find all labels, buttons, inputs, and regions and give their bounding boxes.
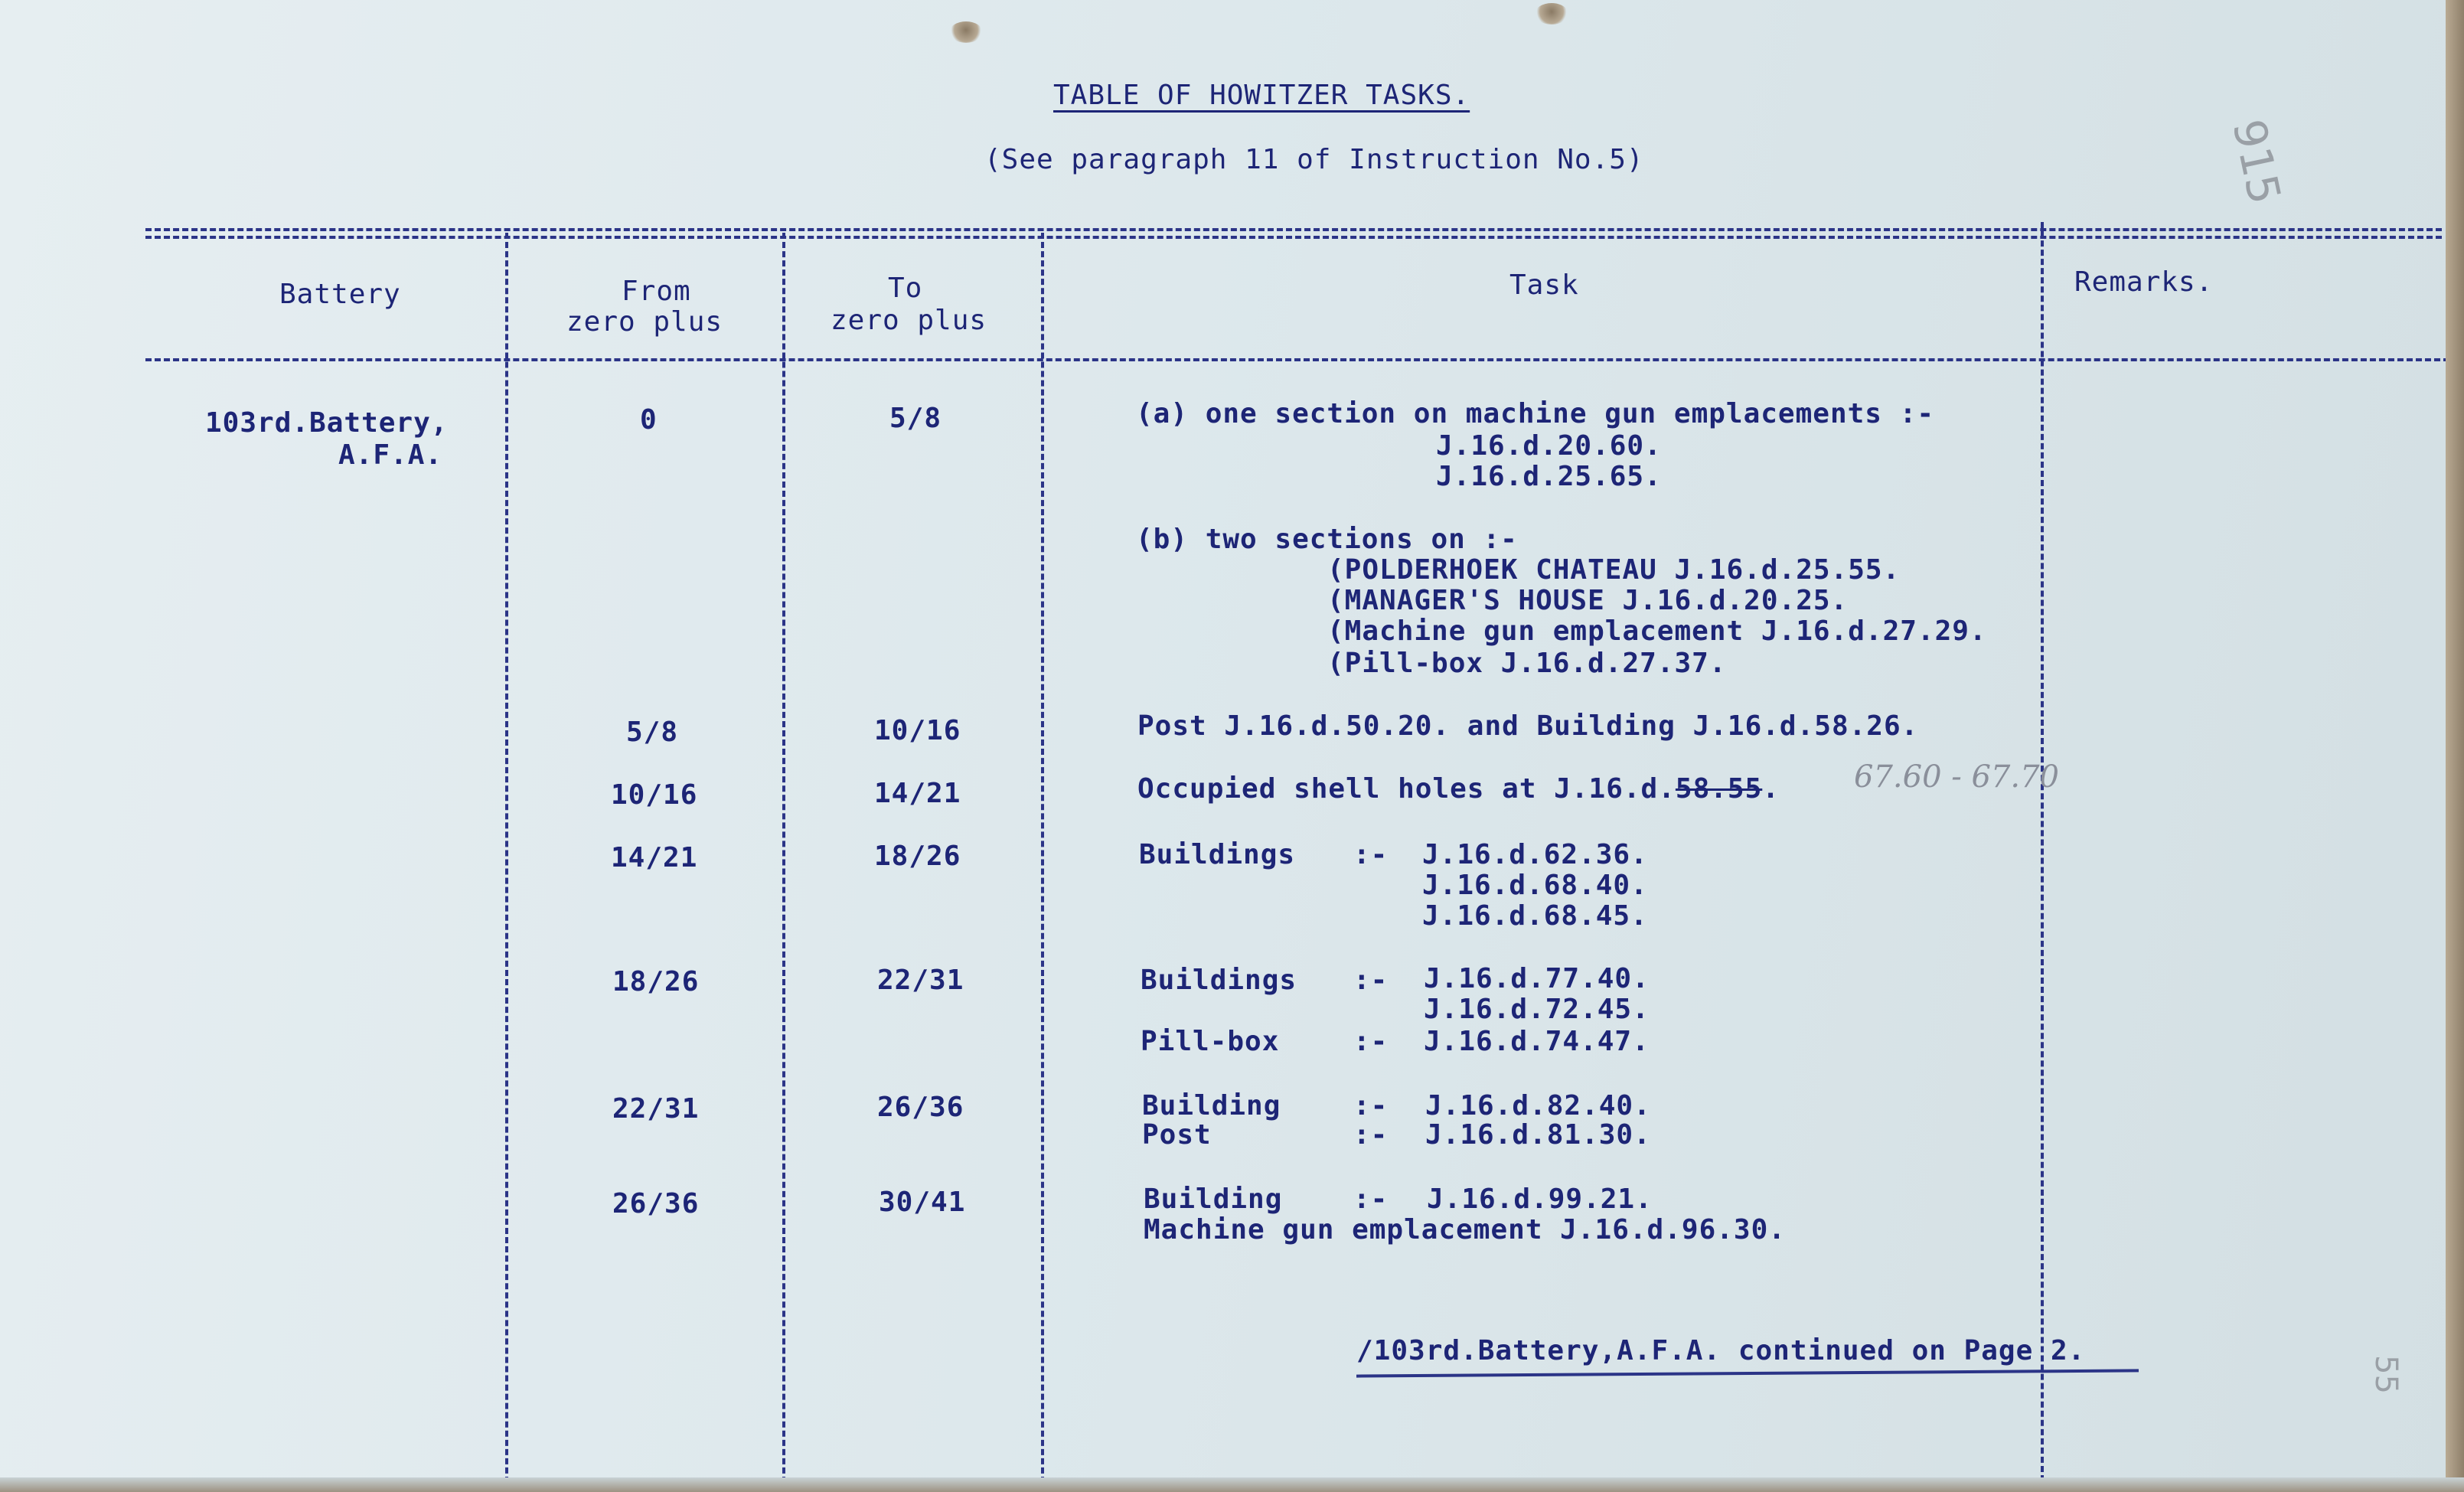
- struck-reference: 58.55: [1675, 773, 1763, 805]
- task-text: Occupied shell holes at J.16.d.: [1137, 773, 1676, 805]
- punch-hole: [1535, 3, 1568, 24]
- row-separator: :-: [1353, 965, 1389, 996]
- header-bottom-rule: [145, 358, 2449, 361]
- battery-name: 103rd.Battery,: [205, 407, 449, 439]
- row-to: 26/36: [877, 1092, 964, 1123]
- row-ref: J.16.d.81.30.: [1425, 1119, 1651, 1151]
- row-from: 14/21: [611, 842, 698, 873]
- row-from: 26/36: [612, 1188, 700, 1219]
- task-b-ref: (POLDERHOEK CHATEAU J.16.d.25.55.: [1327, 554, 1901, 586]
- row-from: 22/31: [612, 1093, 700, 1125]
- row-ref: J.16.d.72.45.: [1424, 994, 1650, 1025]
- row-to: 22/31: [877, 965, 964, 996]
- row-separator: :-: [1353, 1026, 1389, 1057]
- header-to-line1: To: [888, 273, 923, 304]
- row-label: Building: [1144, 1183, 1283, 1215]
- document-subtitle: (See paragraph 11 of Instruction No.5): [984, 144, 1644, 175]
- row-separator: :-: [1353, 839, 1389, 870]
- row-label: Buildings: [1139, 839, 1296, 870]
- row-separator: :-: [1353, 1119, 1389, 1151]
- column-divider: [1041, 233, 1044, 1492]
- page-edge: [2446, 0, 2464, 1492]
- header-from-line1: From: [622, 276, 691, 307]
- row-label: Post: [1142, 1119, 1212, 1151]
- row-ref: J.16.d.82.40.: [1425, 1090, 1651, 1121]
- column-divider: [505, 233, 508, 1492]
- row-ref: J.16.d.68.40.: [1422, 870, 1648, 901]
- row-to: 10/16: [874, 715, 961, 746]
- row-ref: J.16.d.99.21.: [1427, 1183, 1653, 1215]
- task-a-ref: J.16.d.25.65.: [1436, 461, 1662, 492]
- row-task: [1137, 773, 1780, 805]
- row-from: 0: [640, 404, 658, 436]
- battery-unit: A.F.A.: [338, 439, 443, 471]
- header-to-line2: zero plus: [831, 305, 987, 336]
- continued-note: /103rd.Battery,A.F.A. continued on Page 2.: [1356, 1335, 2086, 1366]
- row-ref: J.16.d.77.40.: [1424, 963, 1650, 994]
- row-separator: :-: [1353, 1183, 1389, 1215]
- handwritten-correction: 67.60 - 67.70: [1854, 759, 2059, 795]
- table-top-rule: [145, 228, 2442, 239]
- header-task: Task: [1509, 269, 1579, 301]
- row-from: 18/26: [612, 966, 700, 997]
- row-label: Pill-box: [1141, 1026, 1280, 1057]
- column-divider: [2041, 222, 2044, 1481]
- task-a-intro: (a) one section on machine gun emplacements :-: [1136, 398, 1934, 429]
- task-b-intro: (b) two sections on :-: [1136, 524, 1518, 555]
- row-task-line2: Machine gun emplacement J.16.d.96.30.: [1144, 1214, 1786, 1246]
- row-from: 10/16: [611, 779, 698, 811]
- row-ref: J.16.d.68.45.: [1422, 900, 1648, 932]
- row-to: 18/26: [874, 841, 961, 872]
- row-to: 14/21: [874, 778, 961, 809]
- header-from-line2: zero plus: [566, 306, 723, 338]
- row-separator: :-: [1353, 1090, 1389, 1121]
- row-ref: J.16.d.62.36.: [1422, 839, 1648, 870]
- page-mark: 55: [2368, 1355, 2404, 1394]
- row-to: 30/41: [879, 1187, 966, 1218]
- row-ref: J.16.d.74.47.: [1424, 1026, 1650, 1057]
- punch-hole: [949, 21, 983, 43]
- document-title: TABLE OF HOWITZER TASKS.: [1053, 80, 1470, 111]
- header-remarks: Remarks.: [2074, 266, 2214, 298]
- task-b-ref: (Machine gun emplacement J.16.d.27.29.: [1327, 615, 1987, 647]
- task-b-ref: (Pill-box J.16.d.27.37.: [1327, 648, 1727, 679]
- continued-note-underline: [1356, 1369, 2139, 1377]
- row-from: 5/8: [626, 717, 679, 748]
- header-battery: Battery: [279, 279, 401, 310]
- row-label: Building: [1142, 1090, 1281, 1121]
- row-label: Buildings: [1141, 965, 1297, 996]
- row-to: 5/8: [889, 403, 942, 434]
- task-text: .: [1762, 773, 1780, 805]
- archive-number: 915: [2222, 115, 2292, 209]
- task-b-ref: (MANAGER'S HOUSE J.16.d.20.25.: [1327, 585, 1849, 616]
- task-a-ref: J.16.d.20.60.: [1436, 430, 1662, 462]
- page-edge: [0, 1477, 2464, 1492]
- column-divider: [782, 233, 785, 1492]
- row-task: Post J.16.d.50.20. and Building J.16.d.58.26.: [1137, 710, 1919, 742]
